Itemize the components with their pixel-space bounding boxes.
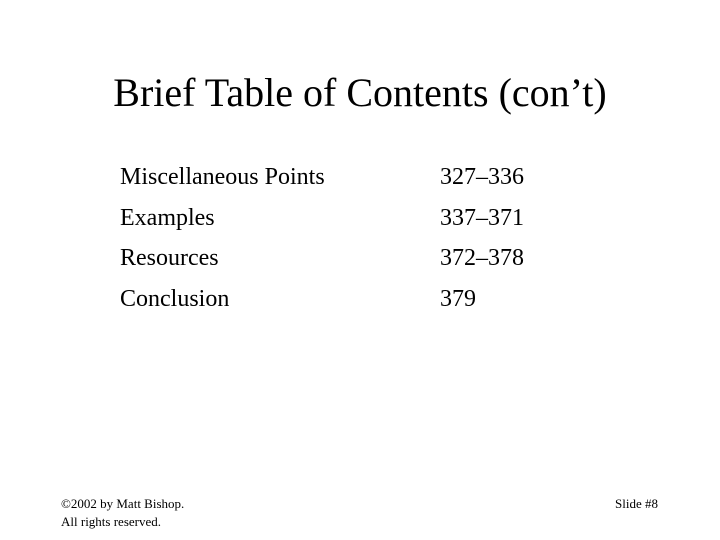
toc-entry-pages: 379 xyxy=(440,285,476,312)
toc-entry-pages: 337–371 xyxy=(440,204,524,231)
toc-entry-label: Conclusion xyxy=(120,285,230,312)
toc-entry xyxy=(120,282,600,323)
toc-entry xyxy=(120,160,600,201)
copyright-notice xyxy=(61,495,184,531)
slide-number: Slide #8 xyxy=(615,496,658,511)
rights-line: All rights reserved. xyxy=(61,514,162,529)
table-of-contents xyxy=(120,160,600,322)
toc-entry-label: Miscellaneous Points xyxy=(120,164,325,190)
slide-title: Brief Table of Contents (con’t) xyxy=(113,70,607,115)
toc-entry-label: Resources xyxy=(120,245,219,271)
toc-entry-pages: 372–378 xyxy=(440,245,524,271)
copyright-line: ©2002 by Matt Bishop. xyxy=(61,496,185,511)
toc-entry xyxy=(120,241,600,282)
toc-entry-label: Examples xyxy=(120,204,215,231)
toc-entry xyxy=(120,201,600,242)
toc-entry-pages: 327–336 xyxy=(440,164,524,190)
